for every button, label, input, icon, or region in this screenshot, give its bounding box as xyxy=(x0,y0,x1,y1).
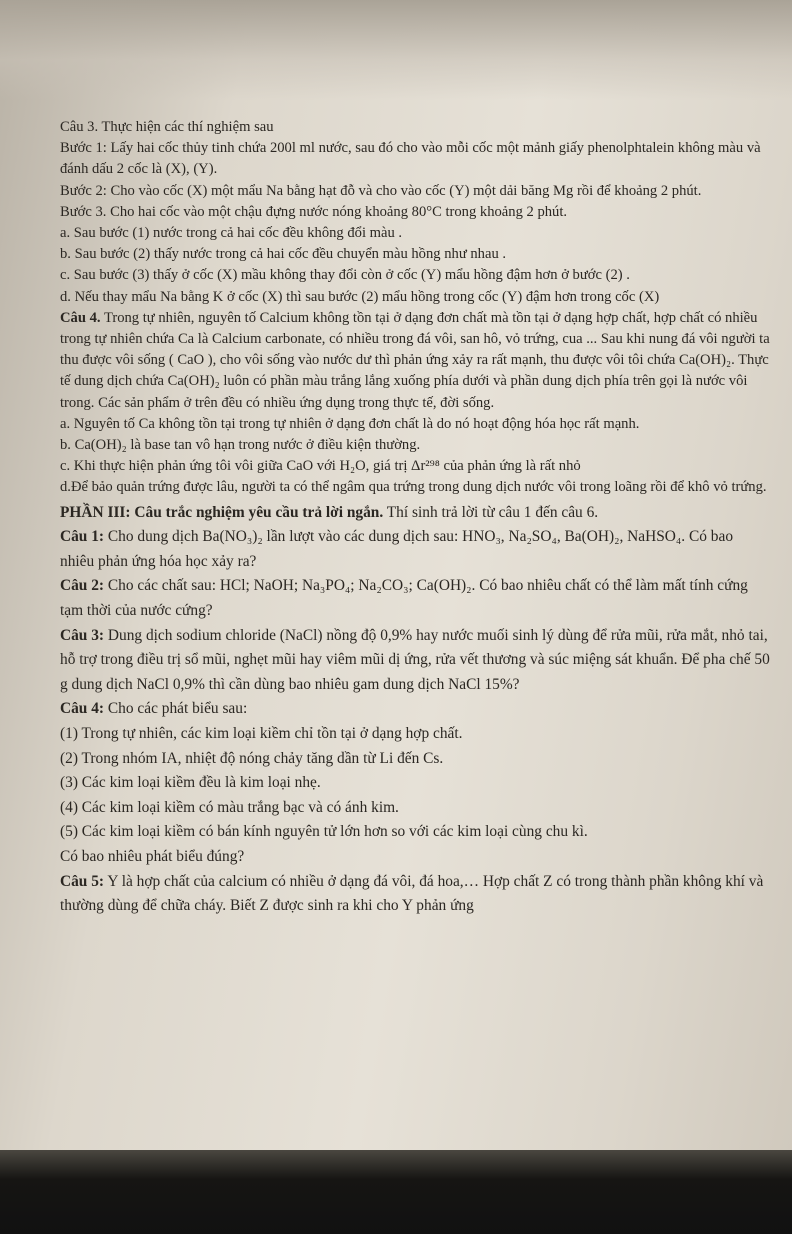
q3-statement-a: a. Sau bước (1) nước trong cả hai cốc đều không đổi màu . xyxy=(60,225,403,242)
part3-q3-label: Câu 3: xyxy=(60,626,105,644)
part3-q4-question: Có bao nhiêu phát biểu đúng? xyxy=(60,847,245,865)
q4-statement-b: b. Ca(OH)₂ là base tan vô hạn trong nước ở điều kiện thường. xyxy=(60,437,421,454)
q3-step3: Bước 3. Cho hai cốc vào một chậu đựng nước nóng khoảng 80°C trong khoảng 2 phút. xyxy=(60,203,568,220)
part3-q1-text: Cho dung dịch Ba(NO₃)₂ lần lượt vào các dung dịch sau: HNO₃, Na₂SO₄, Ba(OH)₂, NaHSO₄. Có bao nhiêu phản ứng hóa học xảy ra? xyxy=(60,528,734,570)
part3-q4-item-1: (1) Trong tự nhiên, các kim loại kiềm chỉ tồn tại ở dạng hợp chất. xyxy=(60,725,463,742)
part3-q4-item-5: (5) Các kim loại kiềm có bán kính nguyên tử lớn hơn so với các kim loại cùng chu kì. xyxy=(60,823,588,841)
part3-heading-rest: Thí sinh trả lời từ câu 1 đến câu 6. xyxy=(386,503,599,521)
part3-q4-text: Cho các phát biểu sau: xyxy=(107,700,248,718)
part3-q5-text: Y là hợp chất của calcium có nhiều ở dạng đá vôi, đá hoa,… Hợp chất Z có trong thành phần không khí và thường dùng để chữa cháy. Biết Z được sinh ra khi cho Y phản ứng xyxy=(60,872,764,915)
part3-q1-label: Câu 1: xyxy=(60,528,105,546)
part3-q4-item-3: (3) Các kim loại kiềm đều là kim loại nhẹ. xyxy=(60,774,321,792)
part3-q4-item-4: (4) Các kim loại kiềm có màu trắng bạc và có ánh kim. xyxy=(60,798,399,816)
part3-heading-line xyxy=(60,501,770,526)
q4-intro xyxy=(60,308,770,414)
exam-text xyxy=(60,117,770,919)
bottom-shadow xyxy=(0,1150,792,1234)
top-shadow xyxy=(0,0,792,100)
q3-statement-d: d. Nếu thay mẩu Na bằng K ở cốc (X) thì sau bước (2) mẩu hồng trong cốc (Y) đậm hơn trong cốc (X) xyxy=(60,288,660,305)
part3-q1 xyxy=(60,525,770,574)
q4-intro-text: Trong tự nhiên, nguyên tố Calcium không tồn tại ở dạng đơn chất mà tồn tại ở dạng hợp chất, hợp chất có nhiều trong tự nhiên chứa Ca là Calcium carbonate, có nhiều trong đá vôi, san hô, vỏ trứng, cua ... Sau khi nung đá vôi người ta thu được vôi sống ( CaO ), cho vôi sống vào nước dư thì phản ứng xảy ra rất mạnh, thu được vôi tôi chứa Ca(OH)₂. Thực tế dung dịch chứa Ca(OH)₂ luôn có phần màu trắng lắng xuống phía dưới và phần dung dịch phía trên gọi là nước vôi trong. Các sản phẩm ở trên đều có nhiều ứng dụng trong thực tế, đời sống. xyxy=(60,309,770,411)
part3-q5 xyxy=(60,870,770,919)
q3-step1: Bước 1: Lấy hai cốc thủy tinh chứa 200l ml nước, sau đó cho vào mỗi cốc một mảnh giấy phenolphtalein không màu và đánh dấu 2 cốc là (X), (Y). xyxy=(60,140,761,178)
part3-q4-item-2: (2) Trong nhóm IA, nhiệt độ nóng chảy tăng dần từ Li đến Cs. xyxy=(60,749,444,767)
part3-q4 xyxy=(60,697,770,722)
part3-q3 xyxy=(60,624,770,698)
q4-statement-d: d.Để bảo quản trứng được lâu, người ta có thể ngâm qua trứng trong dung dịch nước vôi trong loãng rồi để khô vỏ trứng. xyxy=(60,479,767,496)
q4-statement-a: a. Nguyên tố Ca không tồn tại trong tự nhiên ở dạng đơn chất là do nó hoạt động hóa học rất mạnh. xyxy=(60,415,640,432)
q3-statement-c: c. Sau bước (3) thấy ở cốc (X) mầu không thay đổi còn ở cốc (Y) mẩu hồng đậm hơn ở bước (2) . xyxy=(60,267,630,284)
part3-q2-label: Câu 2: xyxy=(60,577,105,595)
q4-statement-c: c. Khi thực hiện phản ứng tôi vôi giữa CaO với H₂O, giá trị Δr²⁹⁸ của phản ứng là rất nhỏ xyxy=(60,458,581,475)
part3-q2 xyxy=(60,574,770,623)
part3-q4-label: Câu 4: xyxy=(60,700,105,718)
q3-statement-b: b. Sau bước (2) thấy nước trong cả hai cốc đều chuyển màu hồng như nhau . xyxy=(60,246,507,263)
q3-step2: Bước 2: Cho vào cốc (X) một mẩu Na bằng hạt đỗ và cho vào cốc (Y) một dải băng Mg rồi để khoảng 2 phút. xyxy=(60,182,702,199)
q3-title: Câu 3. Thực hiện các thí nghiệm sau xyxy=(60,119,274,135)
part3-q2-text: Cho các chất sau: HCl; NaOH; Na₃PO₄; Na₂CO₃; Ca(OH)₂. Có bao nhiêu chất có thể làm mất tính cứng tạm thời của nước cứng? xyxy=(60,577,748,620)
part3-section xyxy=(60,501,770,919)
part3-heading: PHẦN III: Câu trắc nghiệm yêu cầu trả lời ngắn. xyxy=(60,503,384,521)
q4-label: Câu 4. xyxy=(60,309,101,326)
part3-q3-text: Dung dịch sodium chloride (NaCl) nồng độ 0,9% hay nước muối sinh lý dùng để rửa mũi, rửa mắt, nhỏ tai, hỗ trợ trong điều trị sổ mũi, nghẹt mũi hay viêm mũi dị ứng, rửa vết thương và súc miệng sát khuẩn. Để pha chế 50 g dung dịch NaCl 0,9% thì cần dùng bao nhiêu gam dung dịch NaCl 15%? xyxy=(60,626,770,693)
part3-q5-label: Câu 5: xyxy=(60,872,105,890)
